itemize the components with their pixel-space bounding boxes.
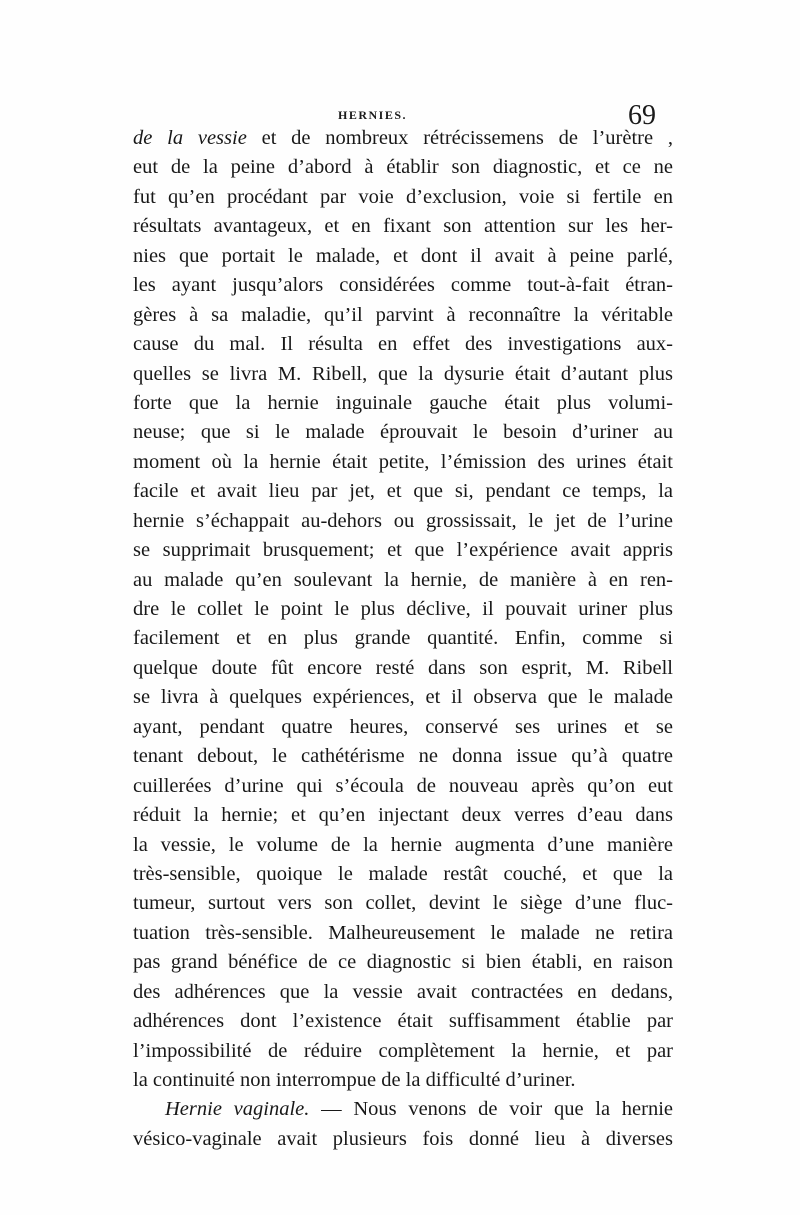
text-span: tumeur, surtout vers son collet, devint le siège d’une fluc- — [133, 892, 673, 915]
text-line — [133, 301, 673, 330]
text-line — [133, 1125, 673, 1154]
text-line — [133, 330, 673, 359]
text-span: tenant debout, le cathétérisme ne donna issue qu’à quatre — [133, 745, 673, 768]
text-line — [133, 978, 673, 1007]
page-number: 69 — [628, 100, 656, 131]
text-span: gères à sa maladie, qu’il parvint à reconnaître la véritable — [133, 303, 673, 326]
text-line — [133, 772, 673, 801]
text-span: pas grand bénéfice de ce diagnostic si bien établi, en raison — [133, 951, 673, 974]
text-span: la continuité non interrompue de la difficulté d’uriner. — [133, 1069, 576, 1091]
text-span: cause du mal. Il résulta en effet des investigations aux- — [133, 333, 673, 356]
text-span: fut qu’en procédant par voie d’exclusion, voie si fertile en — [133, 185, 673, 208]
text-line — [133, 360, 673, 389]
running-title: HERNIES. — [338, 108, 408, 122]
text-line — [133, 860, 673, 889]
text-line — [133, 242, 673, 271]
text-span: se livra à quelques expériences, et il observa que le malade — [133, 686, 673, 709]
text-line — [133, 477, 673, 506]
text-line — [133, 713, 673, 742]
text-span: très-sensible, quoique le malade restât couché, et que la — [133, 862, 673, 885]
text-span: vésico-vaginale avait plusieurs fois donné lieu à diverses — [133, 1127, 673, 1150]
text-line — [133, 183, 673, 212]
text-span: et de nombreux rétrécissemens de l’urètre , — [246, 127, 673, 149]
text-span: des adhérences que la vessie avait contractées en dedans, — [133, 980, 673, 1003]
text-span: résultats avantageux, et en fixant son attention sur les her- — [133, 215, 673, 238]
text-line — [133, 919, 673, 948]
text-line — [133, 418, 673, 447]
text-span: moment où la hernie était petite, l’émission des urines était — [133, 450, 673, 473]
text-line — [133, 448, 673, 477]
text-span: cuillerées d’urine qui s’écoula de nouveau après qu’on eut — [133, 774, 673, 797]
text-span: l’impossibilité de réduire complètement la hernie, et par — [133, 1039, 673, 1062]
text-span: forte que la hernie inguinale gauche était plus volumi- — [133, 391, 673, 414]
text-line — [133, 212, 673, 241]
text-line — [133, 742, 673, 771]
text-line — [133, 595, 673, 624]
text-line — [133, 624, 673, 653]
text-line — [133, 654, 673, 683]
text-line — [133, 1095, 673, 1124]
text-span: se supprimait brusquement; et que l’expérience avait appris — [133, 539, 673, 562]
text-span: ayant, pendant quatre heures, conservé ses urines et se — [133, 715, 673, 738]
text-span: nies que portait le malade, et dont il avait à peine parlé, — [133, 244, 673, 267]
italic-span: de la vessie — [133, 127, 247, 149]
text-line — [133, 566, 673, 595]
text-line — [133, 831, 673, 860]
text-line — [133, 536, 673, 565]
text-span: dre le collet le point le plus déclive, il pouvait uriner plus — [133, 598, 673, 620]
text-span: réduit la hernie; et qu’en injectant deux verres d’eau dans — [133, 804, 673, 827]
text-line — [133, 507, 673, 536]
text-line — [133, 1066, 673, 1095]
text-span: quelles se livra M. Ribell, que la dysurie était d’autant plus — [133, 362, 673, 385]
text-span: hernie s’échappait au-dehors ou grossissait, le jet de l’urine — [133, 509, 673, 532]
text-span: neuse; que si le malade éprouvait le besoin d’uriner au — [133, 421, 673, 444]
body-text — [133, 124, 673, 1154]
text-span: tuation très-sensible. Malheureusement le malade ne retira — [133, 921, 673, 944]
text-span: au malade qu’en soulevant la hernie, de manière à en ren- — [133, 568, 673, 591]
text-span: eut de la peine d’abord à établir son diagnostic, et ce ne — [133, 156, 673, 179]
text-line — [133, 271, 673, 300]
text-span: facile et avait lieu par jet, et que si, pendant ce temps, la — [133, 480, 673, 503]
text-span: les ayant jusqu’alors considérées comme tout-à-fait étran- — [133, 274, 673, 297]
text-line — [133, 1037, 673, 1066]
text-span: quelque doute fût encore resté dans son esprit, M. Ribell — [133, 656, 673, 679]
text-span: facilement et en plus grande quantité. Enfin, comme si — [133, 627, 673, 650]
text-span: la vessie, le volume de la hernie augmenta d’une manière — [133, 833, 673, 856]
italic-span: Hernie vaginale. — [165, 1098, 310, 1121]
text-line — [133, 389, 673, 418]
text-line — [133, 153, 673, 182]
text-line — [133, 1007, 673, 1036]
text-span: adhérences dont l’existence était suffisamment établie par — [133, 1010, 673, 1033]
text-line — [133, 889, 673, 918]
text-span: — Nous venons de voir que la hernie — [309, 1098, 674, 1121]
text-line — [133, 683, 673, 712]
text-line — [133, 948, 673, 977]
text-line — [133, 124, 673, 153]
text-line — [133, 801, 673, 830]
